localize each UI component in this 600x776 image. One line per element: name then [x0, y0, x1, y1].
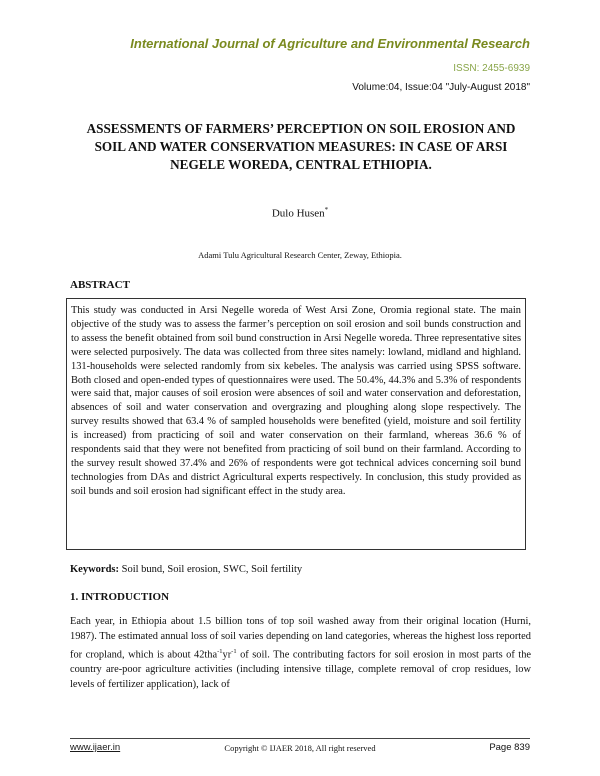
affiliation: Adami Tulu Agricultural Research Center, Zeway, Ethiopia. [198, 250, 402, 260]
website-link[interactable]: www.ijaer.in [70, 742, 121, 753]
intro-sup-2: -1 [231, 648, 237, 655]
journal-name: International Journal of Agriculture and Environmental Research [130, 36, 530, 51]
abstract-text: This study was conducted in Arsi Negelle woreda of West Arsi Zone, Oromia regional state. The main objective of the study was to assess the farmer’s perception on soil erosion and soil bunds construction and to assess the benefit obtained from soil bund construction in Arsi Negelle woreda. Three representative sites were selected purposively. The data was collected from three sites namely: lowland, midland and highland. 131-households were selected randomly from six kebeles. The analysis was carried using SPSS software. Both closed and open-ended types of questionnaires were used. The 50.4%, 44.3% and 5.3% of respondents were said that, major causes of soil erosion were absences of soil and water conservation and deforestation, absences of soil and water conservation and overgrazing and ploughing along slope respectively. The survey results showed that 63.4 % of sampled households were benefited (yield, moisture and soil fertility is increased) from practicing of soil and water conservation on their farmland, whereas 36.6 % of respondents said that they were not benefited from practicing of soil bund on their farmland. According to the survey result showed 37.4% and 26% of respondents were got technical advices concerning soil bund technologies from DAs and district Agricultural experts respectively. In conclusion, this study provided as soil bunds and soil erosion had significant effect in the study area. [66, 298, 526, 550]
intro-part-1: Each year, in Ethiopia about 1.5 billion tons of top soil washed away from their original location (Hurni, 1987). The estimated annual loss of soil varies depending on land categories, whereas the highest loss reported for cropland, which is about 42tha [70, 616, 531, 661]
copyright: Copyright © IJAER 2018, All right reserved [224, 743, 376, 753]
author-name: Dulo Husen [271, 207, 325, 220]
keywords [70, 564, 302, 575]
keywords-text: Soil bund, Soil erosion, SWC, Soil fertility [121, 564, 303, 575]
issn: ISSN: 2455-6939 [453, 63, 530, 74]
author [0, 206, 600, 220]
author-mark: * [324, 206, 329, 214]
intro-sup-1: -1 [217, 648, 223, 655]
keywords-label: Keywords: [70, 564, 119, 575]
intro-part-3: of soil. The contributing factors for soil erosion in most parts of the country are-poor agriculture activities (including intensive tillage, complete removal of crop residues, low levels of fertilizer application), lack of [70, 649, 532, 691]
abstract-heading: ABSTRACT [70, 279, 130, 291]
page-number: Page 839 [489, 742, 530, 753]
article-title: ASSESSMENTS OF FARMERS’ PERCEPTION ON SOIL EROSION AND SOIL AND WATER CONSERVATION MEASURES: IN CASE OF ARSI NEGELE WOREDA, CENTRAL ETHIOPIA. [86, 121, 516, 172]
introduction-heading: 1. INTRODUCTION [70, 591, 170, 603]
volume-issue: Volume:04, Issue:04 "July-August 2018" [352, 82, 530, 93]
introduction-text [70, 614, 531, 692]
intro-part-2: yr [222, 649, 232, 661]
footer-divider [70, 738, 530, 739]
